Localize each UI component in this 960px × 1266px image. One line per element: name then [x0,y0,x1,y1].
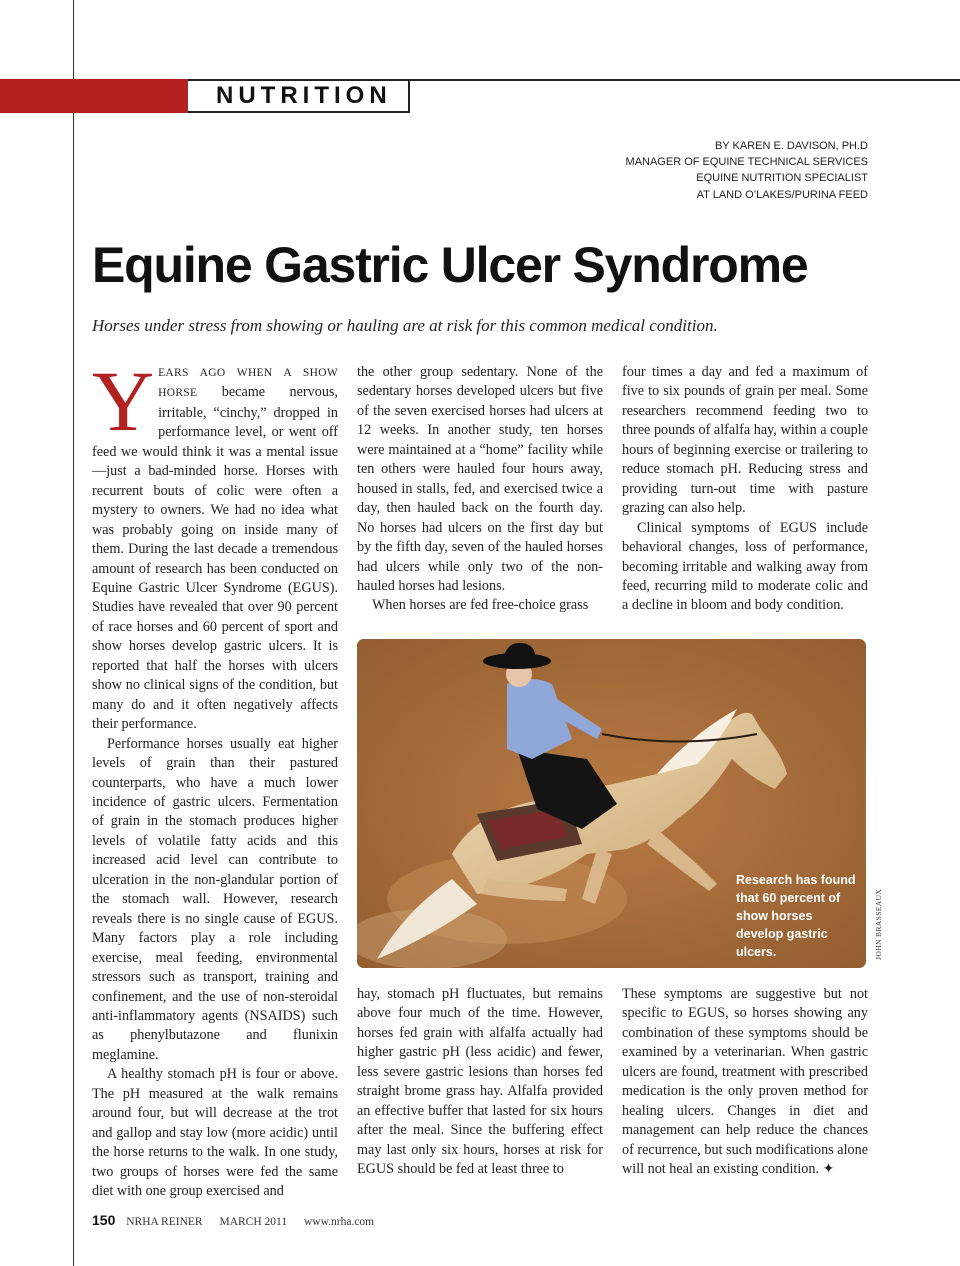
section-color-bar [0,79,188,113]
article-column-2-bottom [357,985,603,1180]
website-url: www.nrha.com [303,1216,375,1228]
lead-in-small-caps: EARS AGO WHEN A SHOW HORSE [158,367,338,400]
article-paragraph [92,353,338,735]
article-paragraph: When horses are fed free-choice grass [372,597,589,614]
byline [626,138,868,203]
byline-title: EQUINE NUTRITION SPECIALIST [696,172,868,185]
page-margin-rule [73,0,74,1266]
horse-photo [357,639,866,968]
section-label: NUTRITION [216,82,392,109]
byline-title: MANAGER OF EQUINE TECHNICAL SERVICES [625,156,868,169]
article-paragraph: A healthy stomach pH is four or above. The pH measured at the walk remains around four, but will decrease at the trot and gallop and stay low (more acidic) until the horse returns to the walk. In one study, two groups of horses were fed the same diet with one group exercised and [92,1066,338,1200]
article-paragraph: hay, stomach pH fluctuates, but remains above four much of the time. However, horses fed grain with alfalfa actually had higher gastric pH (less acidic) and fewer, less severe gastric lesions than horses fed straight brome grass hay. Alfalfa provided an effective buffer that lasted for six hours after the meal. Since the buffering effect may last only six hours, horses at risk for EGUS should be fed at least three to [357,986,603,1178]
magazine-name: NRHA REINER [126,1216,203,1228]
page-number: 150 [92,1212,116,1228]
byline-affiliation: AT LAND O’LAKES/PURINA FEED [696,188,868,201]
section-rule [410,79,960,81]
article-paragraph: four times a day and fed a maximum of five to six pounds of grain per meal. Some researchers recommend feeding two to three pounds of alfalfa hay, within a couple hours of beginning exercise or trailering to reduce stomach pH. Reducing stress and providing turn-out time with pasture grazing can also help. [622,364,868,517]
article-column-1 [92,353,338,1200]
article-paragraph: These symptoms are suggestive but not specific to EGUS, so horses showing any combination of these symptoms should be examined by a veterinarian. When gastric ulcers are found, treatment with prescribed medication is the only proven method for healing ulcers. Changes in diet and management can help reduce the chances of recurrence, but such modifications alone will not heal an existing condition. ✦ [622,986,868,1178]
photo-credit: JOHN BRASSEAUX [874,888,883,960]
article-deck: Horses under stress from showing or hauling are at risk for this common medical condition. [92,316,718,335]
article-paragraph: the other group sedentary. None of the sedentary horses developed ulcers but five of the seven exercised horses had ulcers at 12 weeks. In another study, ten horses were maintained at a “home” facility while ten others were hauled four hours away, housed in stalls, fed, and exercised twice a day, then hauled back on the fourth day. No horses had ulcers on the first day but by the fifth day, seven of the hauled horses had ulcers while only two of the non-hauled horses had lesions. [357,364,603,594]
article-column-2-top [357,363,603,616]
article-headline: Equine Gastric Ulcer Syndrome [92,237,808,293]
photo-caption: Research has found that 60 percent of show horses develop gastric ulcers. [736,873,856,959]
issue-date: MARCH 2011 [219,1216,288,1228]
byline-author: BY KAREN E. DAVISON, PH.D [714,140,868,152]
page-footer [92,1212,374,1228]
article-paragraph: Performance horses usually eat higher levels of grain than their pastured counterparts, who have a much lower incidence of gastric ulcers. Fermentation of grain in the stomach produces higher levels of volatile fatty acids and this increased acid level can contribute to ulceration in the non-glandular portion of the stomach wall. However, research reveals there is no single cause of EGUS. Many factors play a role including exercise, meal feeding, environmental stressors such as transport, training and confinement, and the use of non-steroidal anti-inflammatory agents (NSAIDS) such as phenylbutazone and flunixin meglamine. [92,735,338,1063]
article-paragraph: Clinical symptoms of EGUS include behavioral changes, loss of performance, becoming irritable and walking away from feed, recurring mild to moderate colic and a decline in bloom and body condition. [622,519,868,614]
drop-cap: Y [92,353,155,449]
paragraph-text: became nervous, irritable, “cinchy,” dropped in performance level, or went off feed we would think it was a mental issue—just a bad-minded horse. Horses with recurrent bouts of colic were often a mystery to owners. We had no idea what was probably going on inside many of them. During the last decade a tremendous amount of research has been conducted on Equine Gastric Ulcer Syndrome (EGUS). Studies have revealed that over 90 percent of race horses and 60 percent of sport and show horses develop gastric ulcers. It is reported that half the horses with ulcers show no clinical signs of the condition, but many do and it often negatively affects their performance. [92,384,338,733]
article-column-3-top [622,363,868,616]
article-column-3-bottom [622,985,868,1180]
